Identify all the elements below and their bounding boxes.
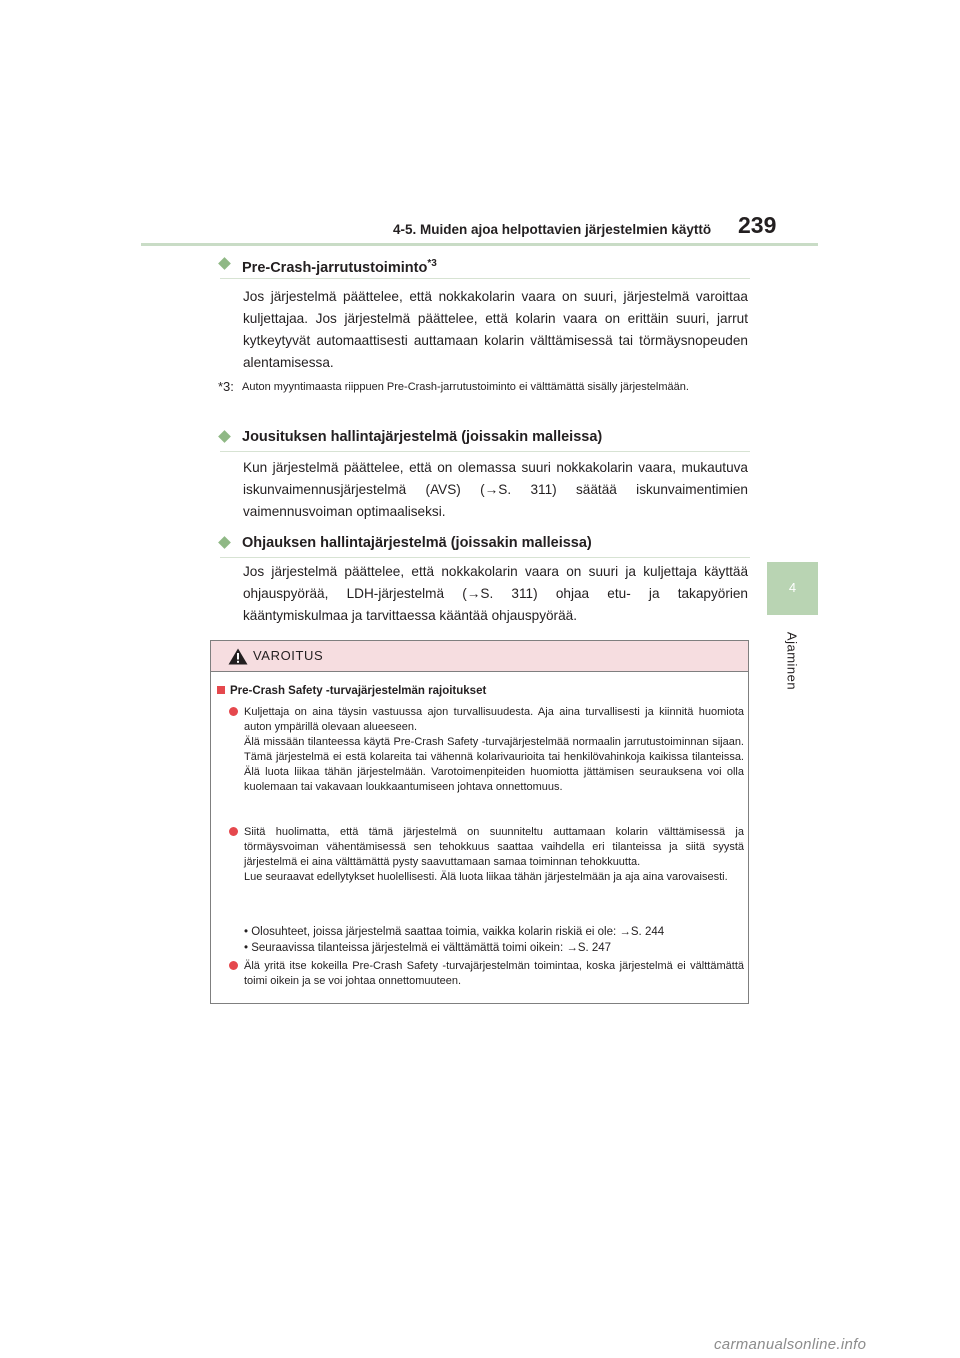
dot-bullet-icon	[229, 961, 238, 970]
section-title: Jousituksen hallintajärjestelmä (joissakin malleissa)	[242, 429, 603, 445]
warning-box	[210, 640, 749, 1004]
chapter-number: 4	[788, 580, 797, 595]
warning-title: VAROITUS	[253, 648, 324, 663]
section-title: Pre-Crash-jarrutustoiminto$^{*3}$	[242, 258, 437, 276]
section-body: Jos järjestelmä päättelee, että nokkakolarin vaara on suuri, järjestelmä varoittaa kuljettajaa. Jos järjestelmä päättelee, että kolarin vaara on erittäin suuri, jarrut kytkeytyvät automaattisesti auttamaan kolarin välttämisessä tai törmäysnopeuden alentamisessa.	[243, 289, 748, 370]
section-title: Ohjauksen hallintajärjestelmä (joissakin malleissa)	[242, 535, 592, 551]
warning-triangle-icon	[228, 648, 248, 665]
warning-sub-item: • Olosuhteet, joissa järjestelmä saattaa toimia, vaikka kolarin riskiä ei ole: →S. 244	[244, 926, 665, 938]
diamond-bullet-icon	[218, 536, 231, 549]
square-bullet-icon	[217, 686, 225, 694]
page-number: 239	[738, 212, 777, 238]
dot-bullet-icon	[229, 707, 238, 716]
warning-subheading: Pre-Crash Safety -turvajärjestelmän rajoitukset	[217, 685, 486, 697]
diamond-bullet-icon	[218, 257, 231, 270]
warning-item-text: Kuljettaja on aina täysin vastuussa ajon turvallisuudesta. Aja aina turvallisesti ja kiinnitä huomiota auton ympärillä olevaan alueeseen. Älä missään tilanteessa käytä Pre-Crash Safety -turvajärjestelmää normaalin jarrutustoiminnan sijaan. Tämä järjestelmä ei estä kolareita tai vähennä kolarivaurioita tai henkilövahinkoja kaikissa tilanteissa. Älä luota liikaa tähän järjestelmään. Varotoimenpiteiden huomiotta jättämisen seurauksena voi olla kuolemaan tai vakavaan loukkaantumiseen johtava onnettomuus.	[244, 706, 744, 793]
chapter-label: Ajaminen	[784, 631, 800, 691]
diamond-bullet-icon	[218, 430, 231, 443]
footnote-mark: *3:	[218, 379, 234, 394]
section-pre-crash-braking	[220, 254, 750, 370]
warning-item-text: Siitä huolimatta, että tämä järjestelmä on suunniteltu auttamaan kolarin välttämisessä ja törmäysvoiman vähentämisessä sen tehokkuus saattaa vaihdella eri tilanteissa ja siitä syystä järjestelmä ei aina välttämättä pysty saavuttamaan samaa toiminnan tehokkuutta. Lue seuraavat edellytykset huolellisesti. Älä luota liikaa tähän järjestelmään ja aja aina varovaisesti.	[244, 826, 744, 883]
section-heading	[220, 427, 750, 447]
section-suspension-control	[220, 427, 750, 519]
dot-bullet-icon	[229, 827, 238, 836]
section-divider	[220, 557, 750, 558]
section-body: Kun järjestelmä päättelee, että on olemassa suuri nokkakolarin vaara, mukautuva iskunvaimennusjärjestelmä (AVS) (→S. 311) säätää iskunvaimentimien vaimennusvoiman optimaaliseksi.	[243, 460, 748, 519]
watermark: carmanualsonline.info	[714, 1336, 867, 1353]
header-title: 4-5. Muiden ajoa helpottavien järjestelmien käyttö	[393, 222, 712, 237]
section-heading	[220, 254, 750, 274]
warning-header	[211, 641, 748, 672]
chapter-tab	[767, 562, 818, 615]
section-divider	[220, 278, 750, 279]
section-steering-control	[220, 533, 750, 623]
warning-sub-item: • Seuraavissa tilanteissa järjestelmä ei välttämättä toimi oikein: →S. 247	[244, 942, 612, 954]
warning-item-text: Älä yritä itse kokeilla Pre-Crash Safety -turvajärjestelmän toimintaa, koska järjestelmä ei välttämättä toimi oikein ja se voi johtaa onnettomuuteen.	[244, 960, 744, 987]
footnote-text: Auton myyntimaasta riippuen Pre-Crash-jarrutustoiminto ei välttämättä sisälly järjestelmään.	[242, 381, 689, 393]
footnote-reference: *3	[427, 258, 437, 269]
section-heading	[220, 533, 750, 553]
section-body: Jos järjestelmä päättelee, että nokkakolarin vaara on suuri ja kuljettaja käyttää ohjauspyörää, LDH-järjestelmä (→S. 311) ohjaa etu- ja takapyörien kääntymiskulmaa ja tarvittaessa kääntää ohjauspyörää.	[243, 564, 748, 623]
section-divider	[220, 451, 750, 452]
header-divider	[141, 243, 818, 246]
